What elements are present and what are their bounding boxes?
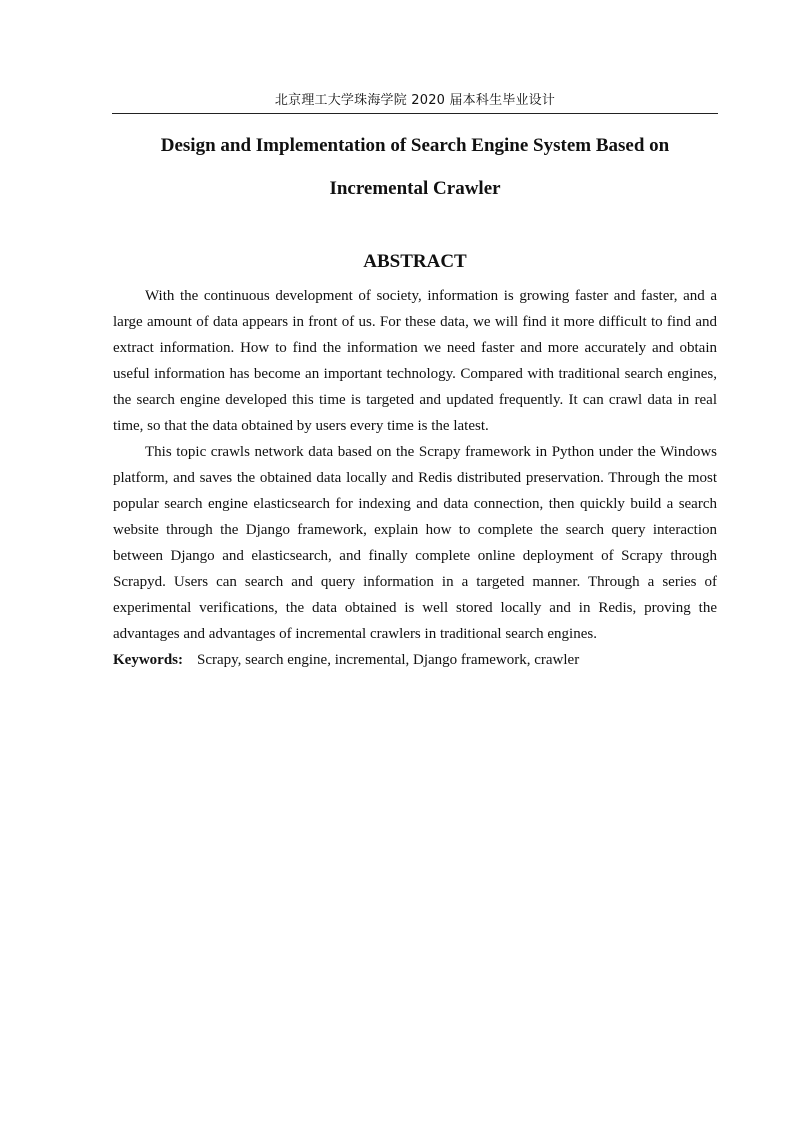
header-rule <box>112 113 718 114</box>
running-header: 北京理工大学珠海学院 2020 届本科生毕业设计 <box>274 93 556 108</box>
abstract-paragraph-2: This topic crawls network data based on the Scrapy framework in Python under the Windows platform, and saves the obtained data locally and Redis distributed preservation. Through the most popular search engine elasticsearch for indexing and data connection, then quickly build a search website through the Django framework, explain how to complete the search query interaction between Django and elasticsearch, and finally complete online deployment of Scrapy through Scrapyd. Users can search and query information in a targeted manner. Through a series of experimental verifications, the data obtained is well stored locally and in Redis, proving the advantages and advantages of incremental crawlers in traditional search engines. <box>113 444 717 642</box>
paper-title: Design and Implementation of Search Engine System Based on Incremental Crawler <box>160 135 670 199</box>
abstract-heading: ABSTRACT <box>363 251 467 272</box>
keywords-line <box>113 647 717 673</box>
keywords-list: Scrapy, search engine, incremental, Django framework, crawler <box>197 652 580 668</box>
abstract-body <box>113 283 717 673</box>
abstract-paragraph-1: With the continuous development of society, information is growing faster and faster, and a large amount of data appears in front of us. For these data, we will find it more difficult to find and extract information. How to find the information we need faster and more accurately and obtain useful information has become an important technology. Compared with traditional search engines, the search engine developed this time is targeted and updated frequently. It can crawl data in real time, so that the data obtained by users every time is the latest. <box>113 288 717 434</box>
keywords-label: Keywords: <box>113 652 183 668</box>
